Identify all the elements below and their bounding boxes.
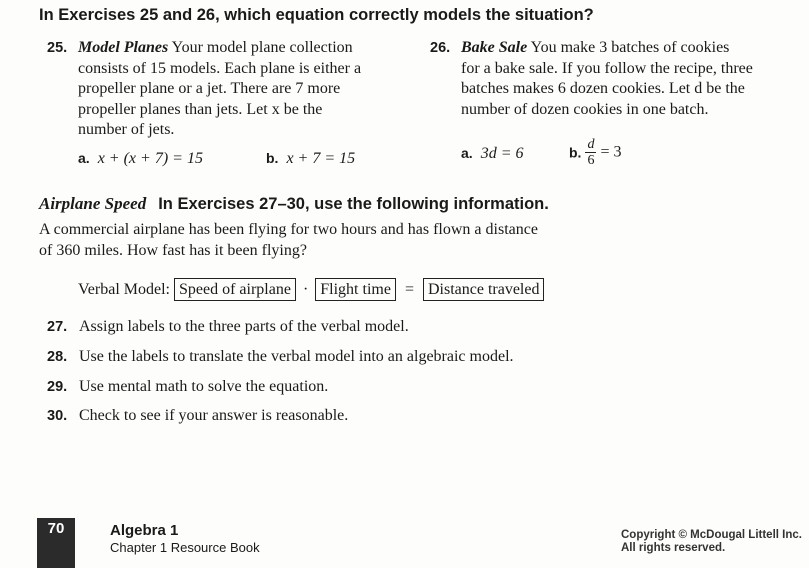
exercise-25-line-3: propeller plane or a jet. There are 7 more [78,80,341,97]
exercise-25-line-1: Your model plane collection [171,39,353,56]
exercise-26-option-a-equation: 3d = 6 [480,145,524,162]
airplane-text-line-2: of 360 miles. How fast has it been flying? [39,242,307,259]
copyright-line-2: All rights reserved. [621,542,726,554]
exercise-26-number: 26. [430,40,451,56]
exercise-30: 30. Check to see if your answer is reasonable. [47,407,349,424]
exercise-25-line-2: consists of 15 models. Each plane is either a [78,59,362,77]
airplane-title: Airplane Speed [39,194,147,213]
equals-sign: = [404,281,414,298]
exercise-29: 29. Use mental math to solve the equation. [47,378,329,395]
exercise-26-line-1: You make 3 batches of cookies [530,39,730,56]
exercise-27: 27. Assign labels to the three parts of the verbal model. [47,318,409,335]
exercise-25-line-4: propeller planes than jets. Let x be the [78,100,323,118]
copyright-line-1: Copyright © McDougal Littell Inc. [621,529,802,541]
exercise-25-option-b-equation: x + 7 = 15 [286,150,356,167]
exercise-26-line-4: number of dozen cookies in one batch. [461,100,709,118]
exercise-25 [47,38,407,141]
exercise-26 [430,38,800,120]
exercise-26-line-3: batches makes 6 dozen cookies. Let d be the [461,80,745,97]
exercise-26-option-a: a. 3d = 6 [461,145,524,162]
box-distance-traveled: Distance traveled [423,278,545,301]
airplane-instruction: In Exercises 27–30, use the following information. [158,195,549,213]
exercise-26-option-b: b. $\frac{d}{6}$ = 3 [569,137,622,168]
book-subtitle: Chapter 1 Resource Book [110,540,260,555]
exercise-25-title: Model Planes [78,39,169,56]
verbal-model-label: Verbal Model: [78,281,170,298]
box-flight-time: Flight time [315,278,396,301]
exercise-25-line-5: number of jets. [78,121,175,138]
airplane-heading [39,194,549,214]
exercise-26-title: Bake Sale [461,39,528,56]
exercise-25-option-b: b. x + 7 = 15 [266,150,356,167]
airplane-text-line-1: A commercial airplane has been flying for two hours and has flown a distance [39,221,538,238]
exercise-25-option-a-equation: x + (x + 7) = 15 [97,150,203,167]
exercise-26-line-2: for a bake sale. If you follow the recipe, three [461,59,753,77]
exercise-28: 28. Use the labels to translate the verbal model into an algebraic model. [47,348,514,365]
page-number-badge: 70 [37,518,75,568]
box-speed-of-airplane: Speed of airplane [174,278,296,301]
multiply-dot: · [302,281,309,298]
exercise-25-option-a: a. x + (x + 7) = 15 [78,150,203,167]
exercise-26-option-b-rest: = 3 [600,143,622,161]
exercise-25-number: 25. [47,40,68,56]
book-title: Algebra 1 [110,522,179,539]
exercise-26-option-b-fraction: $\frac{d}{6}$ [587,137,595,168]
section-heading: In Exercises 25 and 26, which equation correctly models the situation? [39,6,594,24]
verbal-model [78,278,544,301]
